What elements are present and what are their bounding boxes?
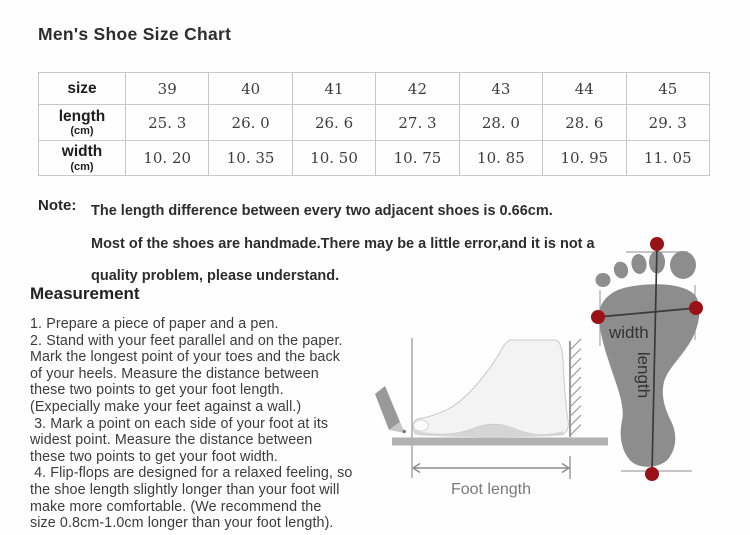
step-line: 3. Mark a point on each side of your foot at its xyxy=(30,415,329,432)
note-line: Most of the shoes are handmade.There may be a little error,and it is not a xyxy=(91,235,595,252)
length-cell: 26. 6 xyxy=(292,105,375,141)
step-line: make more comfortable. (We recommend the xyxy=(30,498,322,515)
foot-sideview-diagram xyxy=(368,330,610,500)
size-cell: 43 xyxy=(459,73,542,105)
step-line: size 0.8cm-1.0cm longer than your foot length). xyxy=(30,515,334,532)
table-row-width xyxy=(39,141,710,176)
pencil-icon xyxy=(375,386,406,433)
note-line: quality problem, please understand. xyxy=(91,268,340,284)
size-cell: 39 xyxy=(126,73,209,105)
length-cell: 25. 3 xyxy=(126,105,209,141)
toe-prints xyxy=(596,251,697,288)
size-cell: 41 xyxy=(292,73,375,105)
width-cell: 10. 35 xyxy=(209,141,292,176)
width-cell: 10. 85 xyxy=(459,141,542,176)
width-cell: 10. 75 xyxy=(376,141,459,176)
foot-profile-shape xyxy=(413,340,568,435)
step-line: the shoe length slightly longer than your foot will xyxy=(30,481,340,498)
note-line: The length difference between every two adjacent shoes is 0.66cm. xyxy=(91,203,553,219)
width-cell: 10. 95 xyxy=(543,141,626,176)
width-row-header: width (cm) xyxy=(39,141,126,176)
step-line: (Expecially make your feet against a wall.) xyxy=(30,398,302,415)
page-title: Men's Shoe Size Chart xyxy=(38,24,232,44)
size-table xyxy=(38,72,710,176)
measurement-steps xyxy=(30,316,352,532)
note-text xyxy=(91,195,595,293)
toe-tip-dot xyxy=(650,237,664,251)
step-line: 1. Prepare a piece of paper and a pen. xyxy=(30,316,279,332)
length-label: length xyxy=(634,351,653,399)
size-cell: 40 xyxy=(209,73,292,105)
table-row-length xyxy=(39,105,710,141)
width-cell: 10. 20 xyxy=(126,141,209,176)
size-cell: 44 xyxy=(543,73,626,105)
width-left-dot xyxy=(591,310,605,324)
footprint-diagram xyxy=(576,228,731,490)
length-cell: 28. 6 xyxy=(543,105,626,141)
step-line: widest point. Measure the distance between xyxy=(30,432,313,449)
big-toe-highlight xyxy=(414,420,429,431)
note-label: Note: xyxy=(38,197,77,214)
step-line: Mark the longest point of your toes and the back xyxy=(30,349,340,366)
width-cell: 11. 05 xyxy=(626,141,709,176)
step-line: 2. Stand with your feet parallel and on the paper. xyxy=(30,332,343,349)
width-cell: 10. 50 xyxy=(292,141,375,176)
size-cell: 42 xyxy=(376,73,459,105)
size-cell: 45 xyxy=(626,73,709,105)
step-line: these two points to get your foot length. xyxy=(30,382,284,399)
length-cell: 28. 0 xyxy=(459,105,542,141)
step-line: of your heels. Measure the distance between xyxy=(30,365,319,382)
length-row-header: length (cm) xyxy=(39,105,126,141)
size-row-header: size xyxy=(39,73,126,105)
heel-dot xyxy=(645,467,659,481)
length-cell: 26. 0 xyxy=(209,105,292,141)
width-right-dot xyxy=(689,301,703,315)
table-row-size xyxy=(39,73,710,105)
measurement-heading: Measurement xyxy=(30,284,140,303)
foot-length-label: Foot length xyxy=(450,481,532,498)
step-line: 4. Flip-flops are designed for a relaxed feeling, so xyxy=(30,465,353,482)
length-cell: 29. 3 xyxy=(626,105,709,141)
width-label: width xyxy=(609,323,649,342)
step-line: these two points to get your foot width. xyxy=(30,448,278,465)
foot-length-arrow xyxy=(413,456,570,479)
length-cell: 27. 3 xyxy=(376,105,459,141)
